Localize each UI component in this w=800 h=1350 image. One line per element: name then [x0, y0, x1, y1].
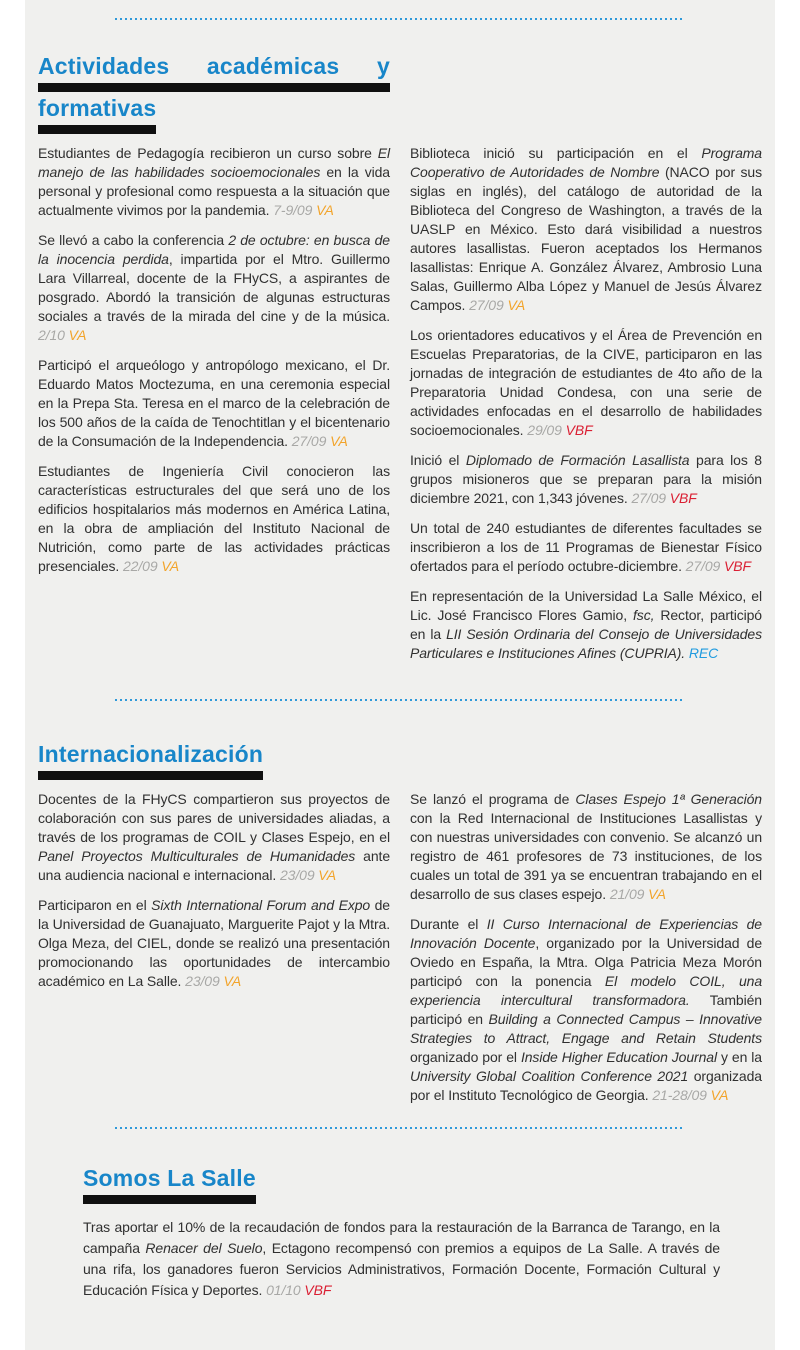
- item-text: Inició el: [410, 452, 466, 468]
- item-date: 01/10: [266, 1282, 305, 1298]
- item-tag-va: VA: [710, 1087, 729, 1103]
- item-text: Estudiantes de Pedagogía recibieron un curso sobre: [38, 145, 378, 161]
- newsletter-content: [25, 18, 775, 1301]
- item-italic-text: Building a Connected Campus – Innovative Strategies to Attract, Engage and Retain Students: [410, 1011, 762, 1046]
- section-somos-la-salle: [38, 1165, 762, 1301]
- section-title-row: [38, 741, 762, 780]
- item-italic-text: Sixth International Forum and Expo: [151, 897, 371, 913]
- item-text: con la Red Internacional de Instituciones Lasallistas y con nuestras universidades con convenio. Se alcanzó un registro de 461 profesores de 73 instituciones, de los cuales un total de 391 ya se encuentran trabajando en el desarrollo de sus clases espejo.: [410, 810, 762, 902]
- item-text: para los 8 grupos misioneros que se preparan para la misión diciembre 2021, con 1,343 jóvenes.: [410, 452, 762, 506]
- item-text: Los orientadores educativos y el Área de Prevención en Escuelas Preparatorias, de la CIVE, participaron en las jornadas de integración de estudiantes de 4to año de la Preparatoria Unidad Condesa, con una serie de actividades enfocadas en el desarrollo de habilidades socioemocionales.: [410, 327, 762, 438]
- item-tag-vbf: VBF: [724, 558, 751, 574]
- item-date: 2/10: [38, 327, 69, 343]
- item-tag-va: VA: [68, 327, 87, 343]
- item-date: 27/09: [291, 433, 331, 449]
- news-item: [410, 915, 762, 1105]
- item-text: Estudiantes de Ingeniería Civil conocieron las características estructurales del que será uno de los edificios hospitalarios más modernos en América Latina, en la obra de ampliación del Instituto Nacional de Nutrición, como parte de las actividades prácticas presenciales.: [38, 463, 390, 574]
- item-italic-text: II Curso Internacional de Experiencias de Innovación Docente: [410, 916, 762, 951]
- item-italic-text: University Global Coalition Conference 2021: [410, 1068, 689, 1084]
- section-title-line: [38, 741, 263, 780]
- section-heading-text: formativas: [38, 95, 157, 121]
- item-tag-vbf: VBF: [565, 422, 593, 438]
- item-text: (NACO por sus siglas en inglés), del catálogo de autoridad de la Biblioteca del Congreso de Washington, a través de la UASLP en México. Esto dará visibilidad a nuestros autores lasallistas. Fueron aceptados los Hermanos lasallistas: Enrique A. González Álvarez, Ambrosio Luna Salas, Guillermo Alba López y Manuel de Jesús Álvarez Campos.: [410, 164, 762, 313]
- news-item: [38, 790, 390, 885]
- item-text: Un total de 240 estudiantes de diferentes facultades se inscribieron a los de 11 Programas de Bienestar Físico ofertados para el período octubre-diciembre.: [410, 520, 762, 574]
- news-item: [38, 356, 390, 451]
- heading-underline-bar: [38, 771, 263, 780]
- item-tag-vbf: VBF: [669, 490, 697, 506]
- section-title-line: [83, 1165, 256, 1204]
- item-date: 27/09: [469, 297, 508, 313]
- section-heading-text: Actividades académicas y: [38, 53, 390, 79]
- item-text: Durante el: [410, 916, 487, 932]
- item-text: , Ectagono recompensó con premios a equipos de La Salle. A través de una rifa, los ganadores fueron Servicios Administrativos, Formación Docente, Formación Cultural y Educación Física y Deportes.: [83, 1240, 720, 1298]
- item-text: ante una audiencia nacional e internacional.: [38, 848, 391, 883]
- section-columns: [83, 1217, 762, 1301]
- section-title-internacionalizacion: [38, 741, 762, 780]
- item-tag-va: VA: [648, 886, 666, 902]
- item-text: organizado por el: [410, 1049, 521, 1065]
- item-text: También participó en: [410, 992, 762, 1027]
- news-item: [38, 231, 390, 345]
- item-text: Participó el arqueólogo y antropólogo mexicano, el Dr. Eduardo Matos Moctezuma, en una ceremonia especial en la Prepa Sta. Teresa en el marco de la celebración de los 500 años de la caída de Tenochtitlan y el bicentenario de la Consumación de la Independencia.: [38, 357, 390, 449]
- news-item: [38, 896, 390, 991]
- item-italic-text: Inside Higher Education Journal: [520, 1049, 717, 1065]
- news-item: [410, 790, 762, 904]
- item-tag-va: VA: [507, 297, 526, 313]
- item-text: En representación de la Universidad La Salle México, el Lic. José Francisco Flores Gamio,: [410, 588, 762, 623]
- dotted-divider: [115, 18, 685, 20]
- section-columns: [38, 790, 762, 1105]
- column-right: [410, 790, 762, 1105]
- item-text: Se llevó a cabo la conferencia: [38, 232, 229, 248]
- item-date: 23/09: [185, 973, 224, 989]
- section-title-line: [38, 53, 390, 92]
- item-italic-text: Clases Espejo 1ª Generación: [575, 791, 762, 807]
- newsletter-panel: [25, 0, 775, 1350]
- section-heading-text: Internacionalización: [38, 741, 264, 767]
- news-item: [38, 144, 390, 220]
- section-title-somos-la-salle: [83, 1165, 762, 1204]
- item-date: 7-9/09: [273, 202, 317, 218]
- item-date: 23/09: [279, 867, 319, 883]
- item-date: 21-28/09: [652, 1087, 711, 1103]
- news-item: [410, 451, 762, 508]
- item-text: y en la: [716, 1049, 762, 1065]
- item-italic-text: El modelo COIL, una experiencia intercultural transformadora.: [410, 973, 763, 1008]
- item-date: 27/09: [685, 558, 724, 574]
- item-italic-text: Renacer del Suelo: [145, 1240, 263, 1256]
- item-italic-text: LII Sesión Ordinaria del Consejo de Universidades Particulares e Instituciones Afines (CUPRIA).: [410, 626, 762, 661]
- item-tag-va: VA: [330, 433, 348, 449]
- news-item: [38, 462, 390, 576]
- item-italic-text: Panel Proyectos Multiculturales de Humanidades: [38, 848, 356, 864]
- section-title-row: [38, 95, 762, 134]
- column-left: [38, 144, 390, 663]
- column-right: [410, 144, 762, 663]
- item-text: , organizado por la Universidad de Oviedo en España, la Mtra. Olga Patricia Meza Morón participó con la ponencia: [410, 935, 763, 989]
- item-text: Tras aportar el 10% de la recaudación de fondos para la restauración de la Barranca de Tarango, en la campaña: [83, 1219, 720, 1256]
- item-date: 29/09: [527, 422, 566, 438]
- item-text: de la Universidad de Guanajuato, Marguerite Pajot y la Mtra. Olga Meza, del CIEL, donde se realizó una presentación promocionando las oportunidades de intercambio académico en La Salle.: [38, 897, 390, 989]
- section-title-row: [83, 1165, 762, 1204]
- item-text: en la vida personal y profesional como respuesta a la situación que actualmente vivimos por la pandemia.: [38, 164, 390, 218]
- column-left: [38, 790, 390, 1105]
- news-item: [410, 519, 762, 576]
- dotted-divider: [115, 699, 685, 701]
- news-item: [410, 144, 762, 315]
- item-date: 27/09: [631, 490, 670, 506]
- item-text: Biblioteca inició su participación en el: [410, 145, 702, 161]
- item-date: 22/09: [122, 558, 162, 574]
- heading-underline-bar: [38, 125, 156, 134]
- item-text: Docentes de la FHyCS compartieron sus proyectos de colaboración con sus pares de universidades aliadas, a través de los programas de COIL y Clases Espejo, en el: [38, 791, 390, 845]
- section-columns: [38, 144, 762, 663]
- item-italic-text: Diplomado de Formación Lasallista: [465, 452, 690, 468]
- section-actividades-academicas: [38, 53, 762, 663]
- item-italic-text: Programa Cooperativo de Autoridades de Nombre: [410, 145, 762, 180]
- heading-underline-bar: [83, 1195, 256, 1204]
- heading-underline-bar: [38, 83, 390, 92]
- item-tag-va: VA: [161, 558, 180, 574]
- item-italic-text: fsc,: [633, 607, 655, 623]
- item-text: Se lanzó el programa de: [410, 791, 576, 807]
- section-heading-text: Somos La Salle: [83, 1165, 256, 1191]
- item-tag-va: VA: [316, 202, 334, 218]
- item-italic-text: El manejo de las habilidades socioemocionales: [38, 145, 390, 180]
- news-item: [83, 1217, 720, 1301]
- section-internacionalizacion: [38, 741, 762, 1105]
- item-italic-text: 2 de octubre: en busca de la inocencia perdida: [38, 232, 390, 267]
- news-item: [410, 326, 762, 440]
- section-title-actividades-academicas: [38, 53, 762, 134]
- section-title-row: [38, 53, 762, 92]
- item-text: Participaron en el: [38, 897, 152, 913]
- news-item: [410, 587, 762, 663]
- item-tag-va: VA: [318, 867, 337, 883]
- dotted-divider: [115, 1127, 685, 1129]
- item-tag-vbf: VBF: [304, 1282, 332, 1298]
- item-text: organizada por el Instituto Tecnológico de Georgia.: [410, 1068, 762, 1103]
- column-left: [83, 1217, 720, 1301]
- section-title-line: [38, 95, 156, 134]
- item-text: , impartida por el Mtro. Guillermo Lara Villarreal, docente de la FHyCS, a aspirantes de posgrado. Abordó la transición de algunas estructuras sociales a través de la mirada del cine y de la música.: [38, 251, 390, 324]
- item-tag-rec: REC: [688, 645, 719, 661]
- item-text: Rector, participó en la: [410, 607, 762, 642]
- item-date: 21/09: [609, 886, 649, 902]
- item-tag-va: VA: [223, 973, 242, 989]
